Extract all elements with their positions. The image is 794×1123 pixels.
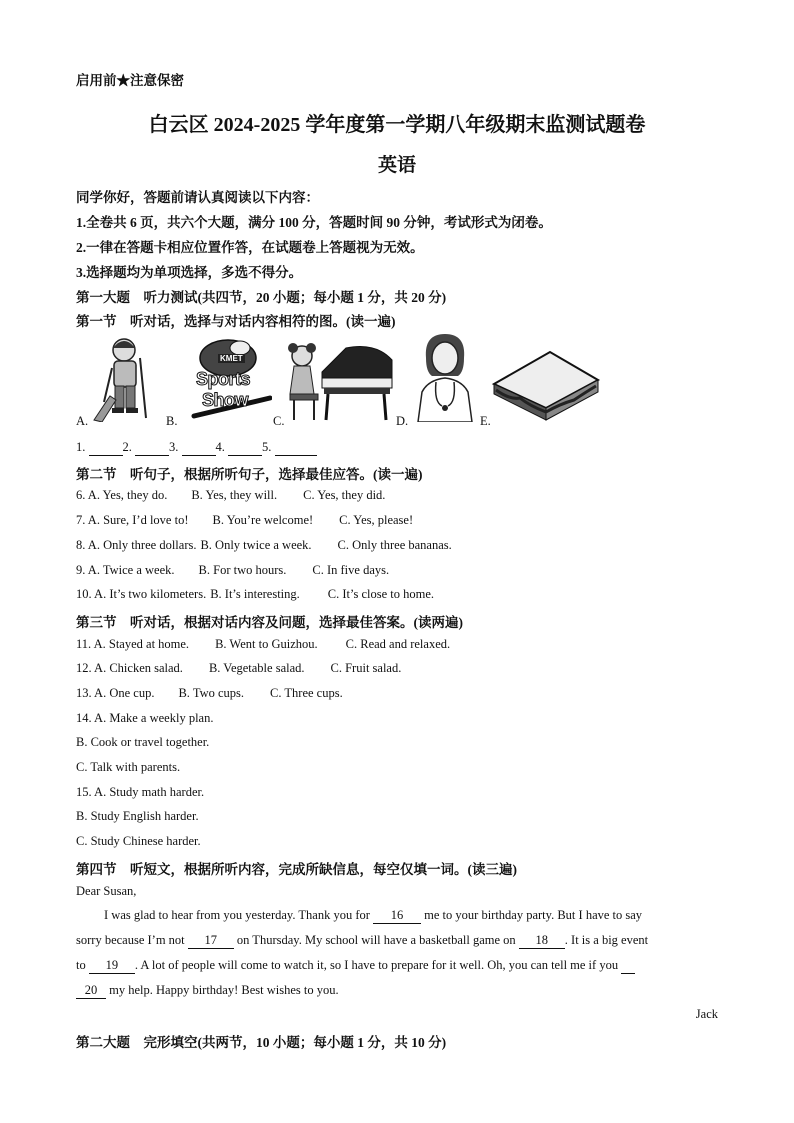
q7-option-c: C. Yes, please! [339,513,414,527]
part1-heading: 第一大题 听力测试(共四节，20 小题；每小题 1 分，共 20 分) [76,290,447,305]
letter-line-3 [76,958,635,974]
q8-option-a: 8. A. Only three dollars. [76,538,197,552]
notice-rule-3: 3.选择题均为单项选择，多选不得分。 [76,265,303,280]
answer-blank-2[interactable] [135,440,169,456]
letter-line-4 [76,983,339,999]
picture-label-c: C. [273,414,285,428]
letter-text-1b: me to your birthday party. But I have to say [421,908,643,922]
question-12 [76,661,401,676]
blank-16[interactable]: 16 [373,908,421,924]
blank-17[interactable]: 17 [188,933,234,949]
answer-label-1: 1. [76,440,89,454]
q12-option-b: B. Vegetable salad. [208,661,305,675]
q9-option-a: 9. A. Twice a week. [76,563,175,577]
q15-option-c: C. Study Chinese harder. [76,834,201,848]
letter-line-2 [76,933,648,949]
q7-option-b: B. You’re welcome! [212,513,314,527]
picture-label-d: D. [396,414,409,428]
answer-blank-4[interactable] [228,440,262,456]
q11-option-a: 11. A. Stayed at home. [76,637,190,651]
notice-rule-2: 2.一律在答题卡相应位置作答，在试题卷上答题视为无效。 [76,240,424,255]
q8-option-b: B. Only twice a week. [200,538,312,552]
q11-option-b: B. Went to Guizhou. [215,637,318,651]
part2-heading: 第二大题 完形填空(共两节，10 小题；每小题 1 分，共 10 分) [76,1035,447,1050]
q12-option-a: 12. A. Chicken salad. [76,661,183,675]
q7-option-a: 7. A. Sure, I’d love to! [76,513,189,527]
q15-option-b: B. Study English harder. [76,809,199,823]
doctor-icon [412,332,478,422]
boy-sweeping-icon [90,336,152,422]
q10-option-c: C. It’s close to home. [327,587,435,601]
letter-text-2b: on Thursday. My school will have a basketball game on [233,933,519,947]
q6-option-b: B. Yes, they will. [191,488,278,502]
blank-18[interactable]: 18 [519,933,565,949]
question-6 [76,488,385,503]
letter-text-1a: I was glad to hear from you yesterday. Thank you for [104,908,374,922]
q8-option-c: C. Only three bananas. [337,538,452,552]
letter-text-2a: sorry because I’m not [76,933,188,947]
picture-label-b: B. [166,414,178,428]
answer-blank-3[interactable] [182,440,216,456]
q10-option-a: 10. A. It’s two kilometers. [76,587,207,601]
q15-option-a: 15. A. Study math harder. [76,785,205,799]
answer-blank-5[interactable] [275,440,317,456]
answer-label-2: 2. [122,440,135,454]
logo-top-text: KMET [220,354,243,363]
q14-option-b: B. Cook or travel together. [76,735,210,749]
exam-title: 白云区 2024-2025 学年度第一学期八年级期末监测试题卷 [148,114,646,136]
question-13 [76,686,343,701]
q13-option-c: C. Three cups. [270,686,343,700]
q12-option-c: C. Fruit salad. [330,661,402,675]
section1-answer-line [76,440,317,456]
q14-option-c: C. Talk with parents. [76,760,181,774]
q9-option-c: C. In five days. [312,563,390,577]
question-11 [76,637,450,652]
logo-line-1: Sports [196,369,251,389]
letter-text-3a: to [76,958,89,972]
blank-20[interactable]: 20 [76,983,106,999]
picture-label-e: E. [480,414,491,428]
answer-label-4: 4. [215,440,228,454]
question-10 [76,587,434,602]
q6-option-a: 6. A. Yes, they do. [76,488,168,502]
logo-line-2: Show [202,390,248,410]
section2-heading: 第二节 听句子，根据所听句子，选择最佳应答。(读一遍) [76,467,423,482]
picture-label-a: A. [76,414,89,428]
confidential-mark: 启用前★注意保密 [76,73,184,88]
question-9 [76,563,389,578]
blank-19[interactable]: 19 [89,958,135,974]
q14-option-a: 14. A. Make a weekly plan. [76,711,214,725]
q6-option-c: C. Yes, they did. [303,488,386,502]
girl-piano-icon [284,342,394,422]
answer-label-5: 5. [262,440,275,454]
answer-label-3: 3. [169,440,182,454]
question-7 [76,513,413,528]
question-8 [76,538,452,553]
sandwich-icon [490,346,602,422]
letter-signature: Jack [695,1007,718,1021]
letter-text-2c: . It is a big event [564,933,649,947]
letter-text-4b: my help. Happy birthday! Best wishes to you. [106,983,339,997]
blank-20-start [621,958,635,974]
section1-heading: 第一节 听对话，选择与对话内容相符的图。(读一遍) [76,314,396,329]
q11-option-c: C. Read and relaxed. [345,637,451,651]
q10-option-b: B. It’s interesting. [210,587,300,601]
letter-line-1 [104,908,642,924]
section3-heading: 第三节 听对话，根据对话内容及问题，选择最佳答案。(读两遍) [76,615,463,630]
q13-option-b: B. Two cups. [178,686,245,700]
notice-intro: 同学你好，答题前请认真阅读以下内容： [76,190,319,205]
letter-greeting: Dear Susan, [76,884,137,898]
section4-heading: 第四节 听短文，根据所听内容，完成所缺信息，每空仅填一词。(读三遍) [76,862,517,877]
answer-blank-1[interactable] [89,440,123,456]
notice-rule-1: 1.全卷共 6 页，共六个大题，满分 100 分，答题时间 90 分钟，考试形式为闭卷。 [76,215,552,230]
letter-text-3b: . A lot of people will come to watch it, so I have to prepare for it well. Oh, you can tell me if you [134,958,622,972]
q9-option-b: B. For two hours. [198,563,287,577]
q13-option-a: 13. A. One cup. [76,686,155,700]
subject-title: 英语 [377,155,416,176]
